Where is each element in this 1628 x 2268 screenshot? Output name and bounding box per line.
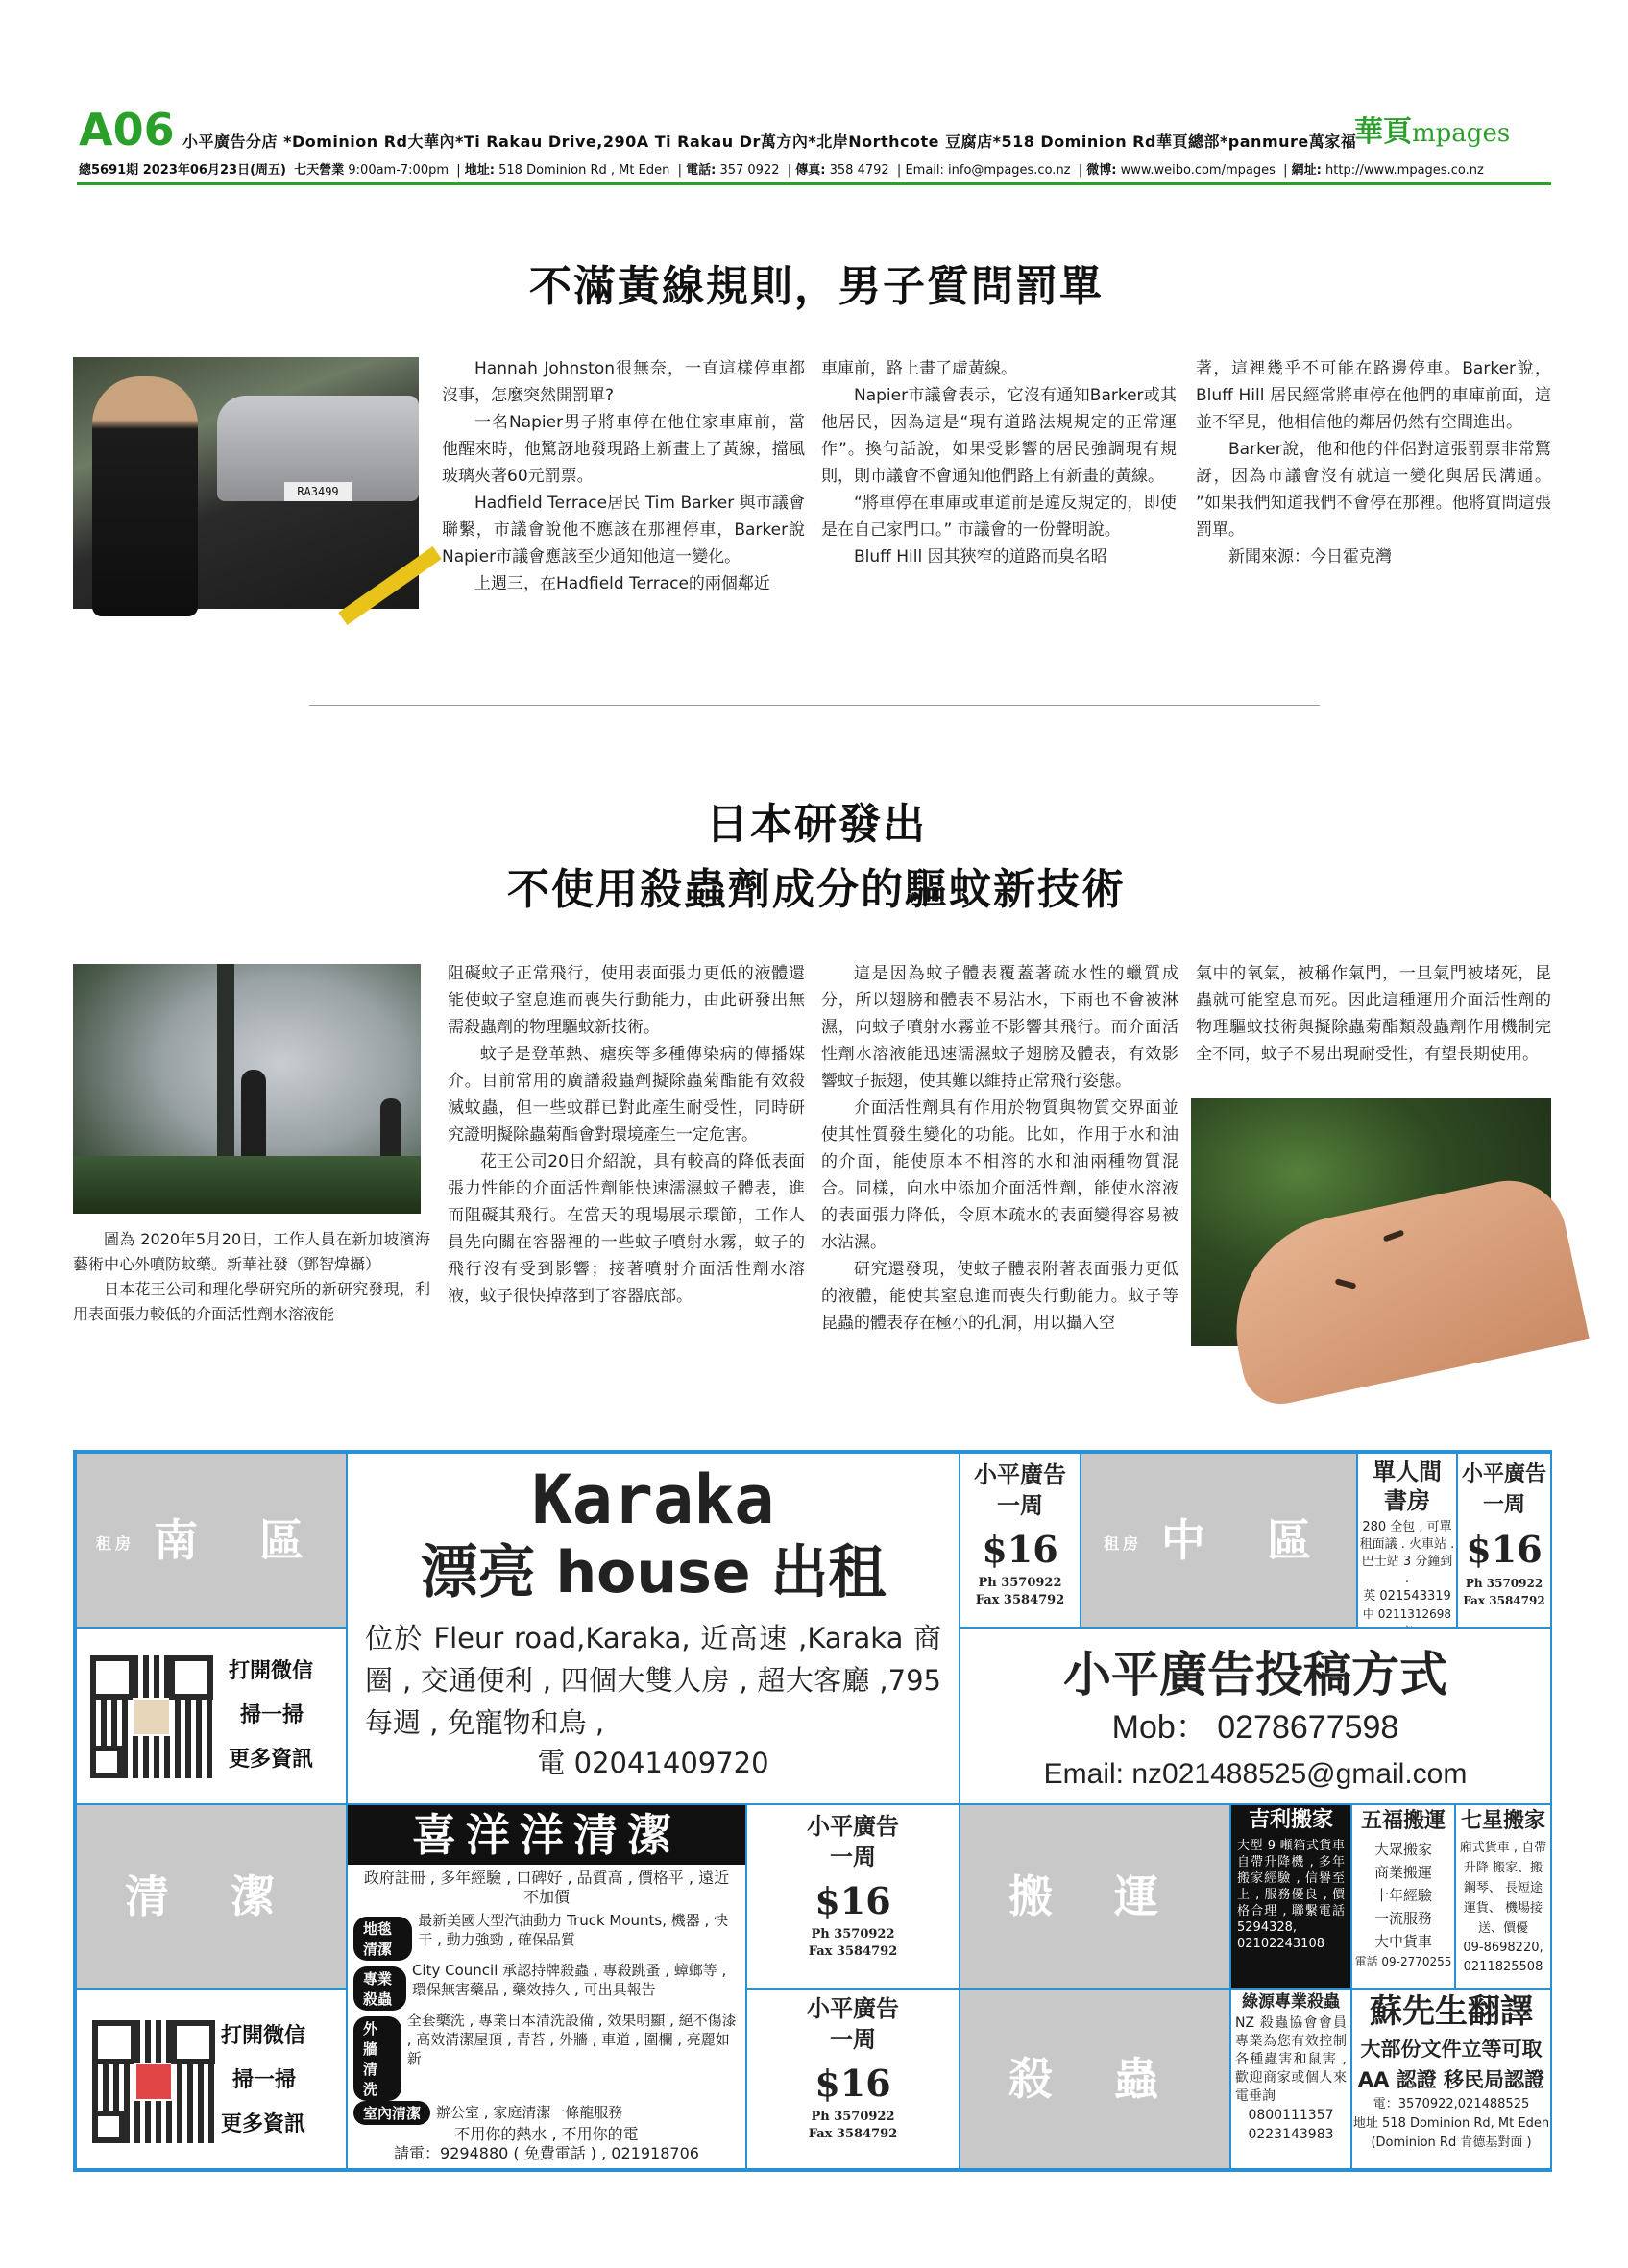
submission-info	[959, 1627, 1552, 1805]
article2-col2: 阻礙蚊子正常飛行，使用表面張力更低的液體還能使蚊子窒息進而喪失行動能力，由此研發出無需殺蟲劑的物理驅蚊新技術。 蚊子是登革熱、瘧疾等多種傳染病的傳播媒介。目前常用的廣譜殺蟲劑擬除蟲菊酯能有效殺滅蚊蟲，但一些蚊群已對此產生耐受性，同時研究證明擬除蟲菊酯會對環境產生一定危害。 花王公司20日介紹說，具有較高的降低表面張力性能的介面活性劑能快速濡濕蚊子體表，進而阻礙其飛行。在當天的現場展示環節，工作人員先向關在容器裡的一些蚊子噴射水霧，蚊子的飛行沒有受到影響；接著噴射介面活性劑水溶液，蚊子很快掉落到了容器底部。	[448, 964, 805, 1306]
moving-header: 搬 運	[959, 1803, 1231, 1990]
submission-title: 小平廣告投稿方式	[1063, 1647, 1447, 1702]
jili-moving-ad: 吉利搬家 大型 9 噸箱式貨車自帶升降機 , 多年搬家經驗 , 信譽至上 , 服務優良 , 價格合理 , 聯繫電話 5294328, 02102243108	[1229, 1803, 1352, 1990]
bush-shape	[73, 1156, 421, 1214]
license-plate: RA3499	[284, 482, 352, 501]
pest-control-header: 殺 蟲	[959, 1988, 1231, 2170]
weibo-link[interactable]: www.weibo.com/mpages	[1120, 163, 1276, 178]
cleaning-intro: 政府註冊 , 多年經驗 , 口碑好 , 品質高 , 價格平 , 遠近不加價	[363, 1869, 730, 1906]
header-rule	[77, 182, 1551, 185]
cleaning-title: 喜洋洋清潔	[348, 1805, 745, 1865]
phone: 357 0922	[719, 163, 780, 178]
submission-email[interactable]: Email: nz021488525@gmail.com	[1043, 1758, 1468, 1790]
site-label: 網址:	[1291, 163, 1322, 178]
article2-photo-mosquito	[1191, 1098, 1551, 1346]
article2-col4: 氣中的氧氣，被稱作氣門，一旦氣門被堵死，昆蟲就可能窒息而死。因此這種運用介面活性劑的物理驅蚊技術與擬除蟲菊酯類殺蟲劑作用機制完全不同，蚊子不易出現耐受性，有望長期使用。	[1196, 964, 1551, 1064]
article1-col1: Hannah Johnston很無奈，一直這樣停車都沒事，怎麼突然開罰單? 一名Napier男子將車停在他住家車庫前，當他醒來時，他驚訝地發現路上新畫上了黃線，擋風玻璃夾著60元罰票。 Hadfield Terrace居民 Tim Barker 與市議會聯繫，市議會說他不應該在那裡停車，Barker說Napier市議會應該至少通知他這一變化。 上週三，在Hadfield Terrace的兩個鄰近	[442, 359, 805, 593]
exterior-tag: 外牆清洗	[353, 2016, 401, 2101]
price-ad-1: 小平廣告 一周 $16 Ph 3570922 Fax 3584792	[959, 1452, 1081, 1629]
karaka-subtitle: 漂亮 house 出租	[420, 1539, 887, 1606]
cleaning-footer2: 請電：9294880 ( 免費電話 ) , 021918706	[394, 2144, 699, 2162]
issue-number: 總5691期 2023年06月23日(周五)	[79, 163, 286, 178]
photo-caption: 圖為 2020年5月20日，工作人員在新加坡濱海藝術中心外噴防蚊藥。新華社發（鄧智煒攝）	[73, 1230, 430, 1273]
yellow-line-shape	[338, 546, 441, 625]
pest-text: City Council 承認持牌殺蟲 , 專殺跳蚤 , 蟑螂等 , 環保無害藥品 , 藥效持久 , 可出具報告	[411, 1962, 727, 1998]
section-divider	[309, 705, 1320, 706]
indoor-tag: 室內清潔	[353, 2101, 430, 2125]
address: 518 Dominion Rd , Mt Eden	[498, 163, 670, 178]
karaka-phone: 電 02041409720	[537, 1747, 769, 1779]
article1-title: 不滿黃線規則，男子質問罰單	[529, 262, 1104, 311]
price-ad-4: 小平廣告 一周 $16 Ph 3570922 Fax 3584792	[745, 1988, 960, 2170]
phone-label: 電話:	[686, 163, 717, 178]
cleaning-ad	[346, 1803, 747, 2170]
pest-tag: 專業殺蟲	[353, 1966, 406, 2011]
article1-col2: 車庫前，路上畫了虛黃線。 Napier市議會表示，它沒有通知Barker或其他居民，因為這是“現有道路法規規定的正常運作”。換句話說，如果受影響的居民強調現有規則，則市議會不會通知他們路上有新畫的黃線。 “將車停在車庫或車道前是違反規定的，即使是在自己家門口。” 市議會的一份聲明說。 Bluff Hill 因其狹窄的道路而臭名昭	[821, 359, 1177, 567]
rent-central-header: 租房 中 區	[1080, 1452, 1358, 1629]
indoor-text: 辦公室 , 家庭清潔一條龍服務	[436, 2104, 623, 2121]
lvyuan-pest-ad: 綠源專業殺蟲 NZ 殺蟲協會會員專業為您有效控制各種蟲害和鼠害 , 歡迎商家或個人來電垂詢 0800111357 0223143983	[1229, 1988, 1352, 2170]
hours-label: 七天營業	[294, 163, 345, 178]
qixing-moving-ad: 七星搬家 廂式貨車 , 自帶升降 搬家、搬鋼琴、 長短途運貨、 機場接送、價優 09-8698220, 0211825508	[1454, 1803, 1552, 1990]
single-room-ad: 單人間書房 280 全包 , 可單租面議 . 火車站 . 巴士站 3 分鐘到 . 英 021543319 中 0211312698	[1356, 1452, 1458, 1629]
exterior-text: 全套藥洗 , 專業日本清洗設備 , 效果明顯 , 絕不傷漆 , 高效清潔屋頂 , 青苔 , 外牆 , 車道 , 圍欄 , 亮麗如新	[406, 2012, 737, 2067]
price-ad-3: 小平廣告 一周 $16 Ph 3570922 Fax 3584792	[745, 1803, 960, 1990]
qr-code-icon[interactable]	[92, 2020, 215, 2143]
wechat-scan-box-1[interactable]: 打開微信 掃一掃 更多資訊	[75, 1627, 348, 1805]
fax-label: 傳真:	[795, 163, 826, 178]
address-label: 地址:	[464, 163, 495, 178]
website-link[interactable]: http://www.mpages.co.nz	[1325, 163, 1484, 178]
su-translation-ad: 蘇先生翻譯 大部份文件立等可取 AA 認證 移民局認證 電：3570922,021488525 地址 518 Dominion Rd, Mt Eden (Dominion Rd 肯德基對面 )	[1350, 1988, 1552, 2170]
carpet-tag: 地毯清潔	[353, 1917, 412, 1961]
submission-mobile: Mob： 0278677598	[1111, 1709, 1399, 1746]
email: Email: info@mpages.co.nz	[905, 163, 1071, 178]
fax: 358 4792	[829, 163, 889, 178]
article2-photo-fogging	[73, 964, 421, 1212]
hours: 9:00am-7:00pm	[348, 163, 450, 178]
wechat-scan-box-2[interactable]: 打開微信 掃一掃 更多資訊	[75, 1988, 348, 2170]
person-shape	[92, 376, 198, 616]
issue-info-line: 總5691期 2023年06月23日(周五) 七天營業 9:00am-7:00pm | 地址: 518 Dominion Rd , Mt Eden | 電話: 357 0922 | 傳真: 358 4792 | Email: info@mpages.co.nz | 微博: www.weibo.com/mpages | 網址: http://www.mpages.co.nz	[79, 163, 1484, 178]
article2-title-line1: 日本研發出	[706, 800, 927, 849]
article2-lead: 日本花王公司和理化學研究所的新研究發現，利用表面張力較低的介面活性劑水溶液能	[73, 1280, 430, 1323]
carpet-text: 最新美國大型汽油動力 Truck Mounts, 機器 , 快干 , 動力強勁 , 確保品質	[418, 1912, 729, 1948]
weibo-label: 微博:	[1086, 163, 1117, 178]
qr-code-icon[interactable]	[90, 1655, 213, 1778]
karaka-ad	[346, 1452, 960, 1805]
mpages-logo: 華頁mpages	[1354, 115, 1511, 149]
price-ad-2: 小平廣告 一周 $16 Ph 3570922 Fax 3584792	[1456, 1452, 1552, 1629]
cleaning-footer1: 不用你的熱水 , 不用你的電	[454, 2125, 639, 2143]
article2-col3: 這是因為蚊子體表覆蓋著疏水性的蠟質成分，所以翅膀和體表不易沾水，下雨也不會被淋濕，向蚊子噴射水霧並不影響其飛行。而介面活性劑水溶液能迅速濡濕蚊子翅膀及體表，有效影響蚊子振翅，使其難以維持正常飛行姿態。 介面活性劑具有作用於物質與物質交界面並使其性質發生變化的功能。比如，作用于水和油的介面，能使原本不相溶的水和油兩種物質混合。同樣，向水中添加介面活性劑，能使水溶液的表面張力降低，令原本疏水的表面變得容易被水沾濕。 研究還發現，使蚊子體表附著表面張力更低的液體，能使其窒息進而喪失行動能力。蚊子等昆蟲的體表存在極小的孔洞，用以攝入空	[821, 964, 1178, 1333]
wufu-moving-ad: 五福搬運 大眾搬家 商業搬運 十年經驗 一流服務 大中貨車 電話 09-2770255	[1350, 1803, 1456, 1990]
cleaning-header: 清 潔	[75, 1803, 348, 1990]
article2-title-line2: 不使用殺蟲劑成分的驅蚊新技術	[507, 865, 1126, 914]
hand-shape	[1215, 1170, 1590, 1411]
rent-south-header: 租房 南 區	[75, 1452, 348, 1629]
page-number: A06	[79, 104, 175, 156]
article2-caption-block	[73, 1227, 430, 1327]
karaka-title: Karaka	[531, 1460, 775, 1539]
branch-list: 小平廣告分店 *Dominion Rd大華內*Ti Rakau Drive,290A Ti Rakau Dr萬方內*北岸Northcote 豆腐店*518 Dominion Rd華頁總部*panmure萬家福	[182, 133, 1357, 151]
classifieds-grid	[73, 1450, 1552, 2172]
article1-photo	[73, 357, 419, 609]
karaka-desc: 位於 Fleur road,Karaka, 近高速 ,Karaka 商圈 , 交通便利 , 四個大雙人房 , 超大客廳 ,795 每週 , 免寵物和鳥 ,	[365, 1622, 941, 1739]
article1-col3: 著，這裡幾乎不可能在路邊停車。Barker說，Bluff Hill 居民經常將車停在他們的車庫前面，這並不罕見，他相信他的鄰居仍然有空間進出。 Barker說，他和他的伴侶對這張罰票非常驚訝，因為市議會沒有就這一變化與居民溝通。 ”如果我們知道我們不會停在那裡。他將質問這張罰單。 新聞來源：今日霍克灣	[1196, 359, 1551, 567]
